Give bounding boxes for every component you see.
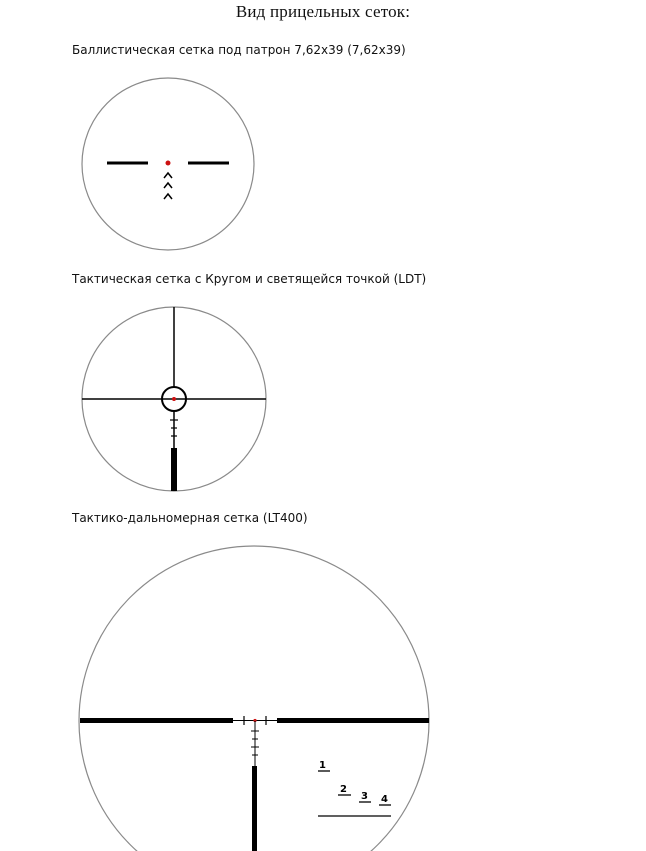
range-mark-3: 3 [361, 791, 368, 802]
center-dot [166, 161, 171, 166]
chevron-mark [164, 173, 172, 178]
thick-post-bottom [252, 766, 257, 851]
reticle-ballistic [82, 78, 254, 250]
page-title: Вид прицельных сеток: [235, 2, 411, 21]
reticle-lt400 [79, 546, 429, 851]
reticle-ldt [82, 307, 266, 491]
thick-post-left [80, 718, 233, 723]
chevron-mark [164, 194, 172, 199]
chevron-mark [164, 183, 172, 188]
reticle-caption-ldt: Тактическая сетка с Кругом и светящейся точкой (LDT) [72, 272, 427, 286]
center-dot [172, 397, 176, 401]
thick-post-bottom [171, 448, 177, 491]
range-mark-4: 4 [381, 794, 388, 805]
reticle-caption-ballistic: Баллистическая сетка под патрон 7,62х39 (7,62х39) [72, 43, 406, 57]
thick-post-right [277, 718, 429, 723]
range-mark-2: 2 [340, 784, 347, 795]
range-mark-1: 1 [319, 760, 326, 771]
reticle-caption-lt400: Тактико-дальномерная сетка (LT400) [72, 511, 308, 525]
